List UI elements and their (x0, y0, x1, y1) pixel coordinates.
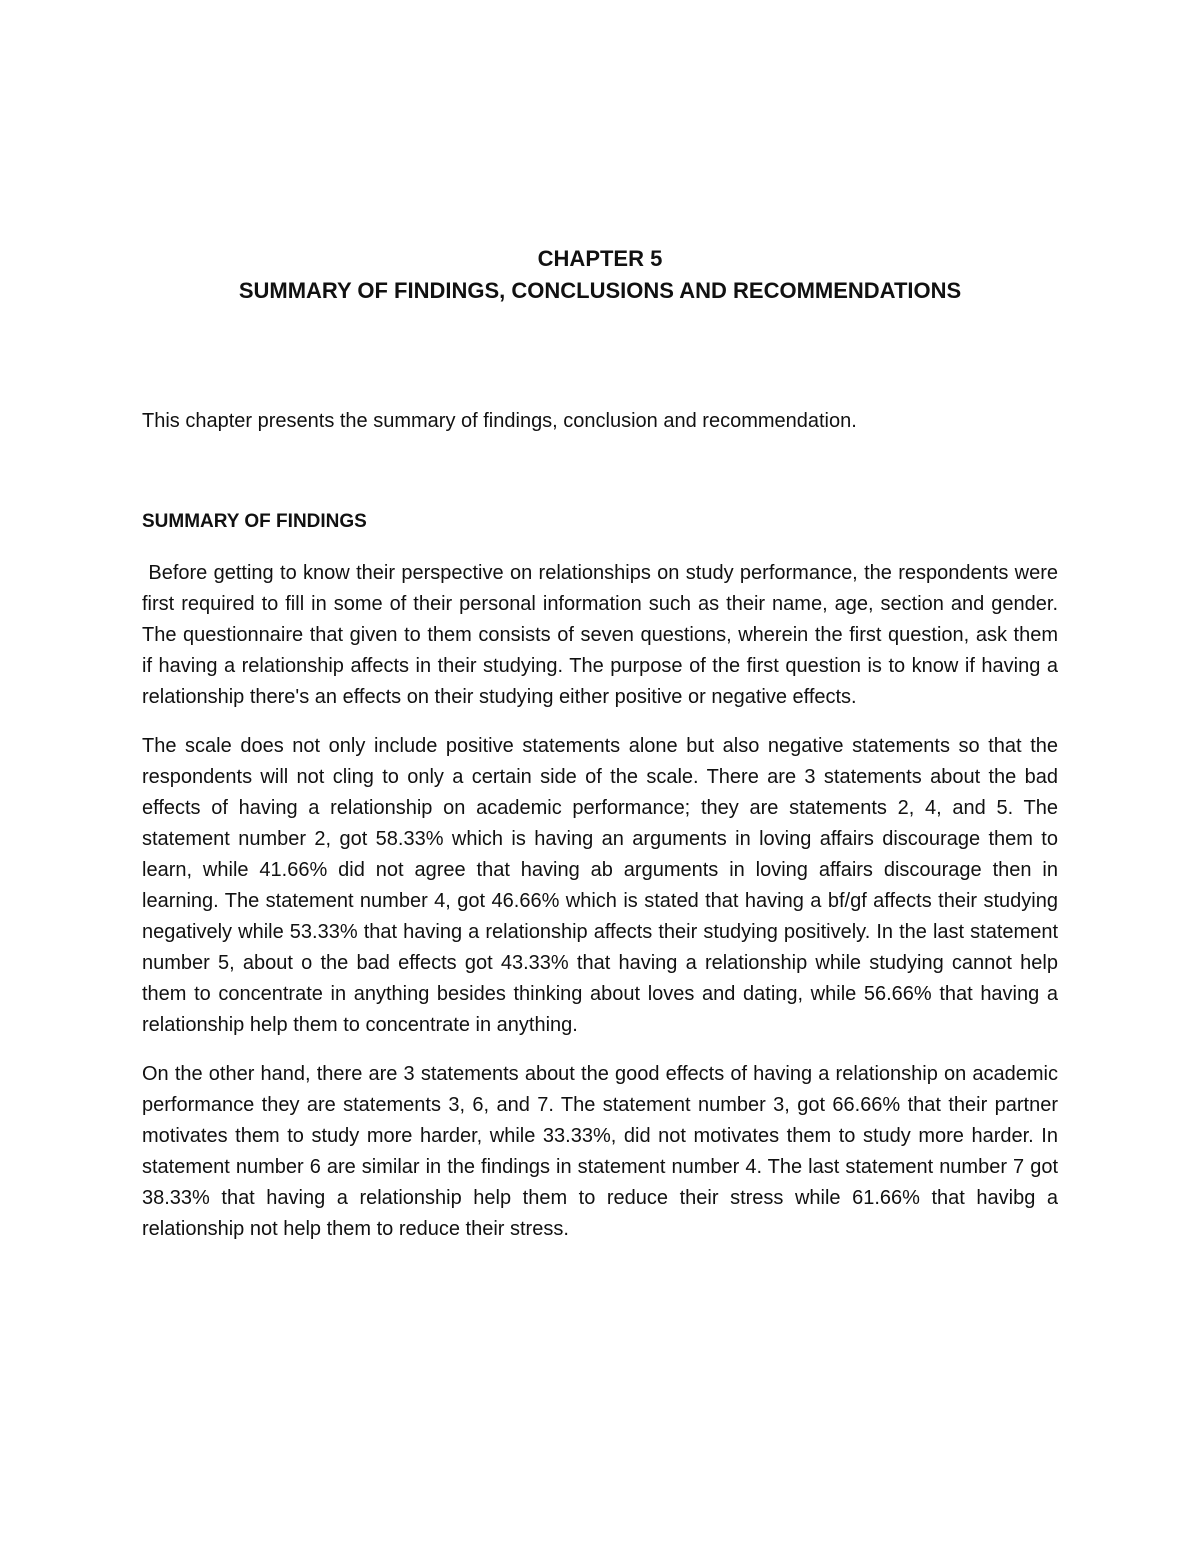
chapter-number: CHAPTER 5 (537, 246, 663, 271)
summary-paragraph-2: The scale does not only include positive statements alone but also negative statements so that the respondents will not cling to only a certain side of the scale. There are 3 statements about the bad effects of having a relationship on academic performance; they are statements 2, 4, and 5. The statement number 2, got 58.33% which is having an arguments in loving affairs discourage them to learn, while 41.66% did not agree that having ab arguments in loving affairs discourage then in learning. The statement number 4, got 46.66% which is stated that having a bf/gf affects their studying negatively while 53.33% that having a relationship affects their studying positively. In the last statement number 5, about o the bad effects got 43.33% that having a relationship while studying cannot help them to concentrate in anything besides thinking about loves and dating, while 56.66% that having a relationship help them to concentrate in anything. (142, 735, 1058, 1036)
summary-paragraph-3: On the other hand, there are 3 statements about the good effects of having a relationship on academic performance they are statements 3, 6, and 7. The statement number 3, got 66.66% that their partner motivates them to study more harder, while 33.33%, did not motivates them to study more harder. In statement number 6 are similar in the findings in statement number 4. The last statement number 7 got 38.33% that having a relationship help them to reduce their stress while 61.66% that havibg a relationship not help them to reduce their stress. (142, 1063, 1058, 1240)
summary-paragraph-1: Before getting to know their perspective on relationships on study performance, the respondents were first required to fill in some of their personal information such as their name, age, section and gender. The questionnaire that given to them consists of seven questions, wherein the first question, ask them if having a relationship affects in their studying. The purpose of the first question is to know if having a relationship there's an effects on their studying either positive or negative effects. (142, 562, 1064, 708)
chapter-title: SUMMARY OF FINDINGS, CONCLUSIONS AND RECOMMENDATIONS (238, 278, 962, 303)
intro-paragraph: This chapter presents the summary of findings, conclusion and recommendation. (142, 410, 857, 432)
chapter-heading (0, 243, 1200, 307)
section-heading-summary: SUMMARY OF FINDINGS (142, 511, 367, 532)
summary-body (142, 558, 1064, 1263)
